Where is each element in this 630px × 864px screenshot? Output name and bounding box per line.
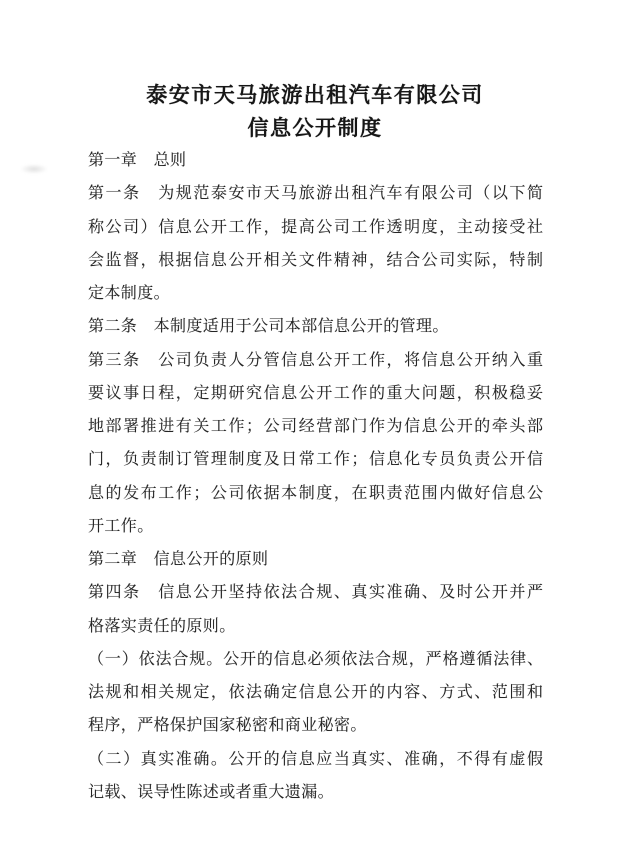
text-line: 记载、误导性陈述或者重大遗漏。 bbox=[88, 783, 335, 801]
text-line: 格落实责任的原则。 bbox=[88, 617, 236, 635]
text-line: 第三条 公司负责人分管信息公开工作，将信息公开纳入重 bbox=[88, 351, 543, 369]
scan-smudge-artifact bbox=[20, 164, 48, 174]
text-line: （一）依法合规。公开的信息必须依法合规，严格遵循法律、 bbox=[88, 650, 543, 668]
text-line: 第二条 本制度适用于公司本部信息公开的管理。 bbox=[88, 318, 449, 336]
text-line: 息的发布工作；公司依据本制度，在职责范围内做好信息公 bbox=[88, 484, 543, 502]
document-title bbox=[0, 79, 630, 145]
document-body bbox=[88, 144, 543, 809]
document-title-line-1: 泰安市天马旅游出租汽车有限公司 bbox=[146, 83, 484, 107]
text-line: 称公司）信息公开工作，提高公司工作透明度，主动接受社 bbox=[88, 218, 543, 236]
text-line: （二）真实准确。公开的信息应当真实、准确，不得有虚假 bbox=[88, 750, 543, 768]
text-line: 地部署推进有关工作；公司经营部门作为信息公开的牵头部 bbox=[88, 418, 543, 435]
text-line: 第四条 信息公开坚持依法合规、真实准确、及时公开并严 bbox=[88, 584, 543, 602]
text-line: 要议事日程，定期研究信息公开工作的重大问题，积极稳妥 bbox=[88, 384, 543, 402]
text-line: 第一条 为规范泰安市天马旅游出租汽车有限公司（以下简 bbox=[88, 185, 543, 203]
text-line: 会监督，根据信息公开相关文件精神，结合公司实际，特制 bbox=[88, 251, 543, 269]
text-line: 法规和相关规定，依法确定信息公开的内容、方式、范围和 bbox=[88, 684, 543, 701]
text-line: 门，负责制订管理制度及日常工作；信息化专员负责公开信 bbox=[88, 451, 543, 469]
text-line: 第一章 总则 bbox=[88, 152, 187, 169]
document-title-line-2: 信息公开制度 bbox=[247, 116, 383, 140]
text-line: 程序，严格保护国家秘密和商业秘密。 bbox=[88, 717, 367, 735]
text-line: 定本制度。 bbox=[88, 285, 171, 302]
text-line: 开工作。 bbox=[88, 517, 154, 535]
text-line: 第二章 信息公开的原则 bbox=[88, 551, 269, 568]
